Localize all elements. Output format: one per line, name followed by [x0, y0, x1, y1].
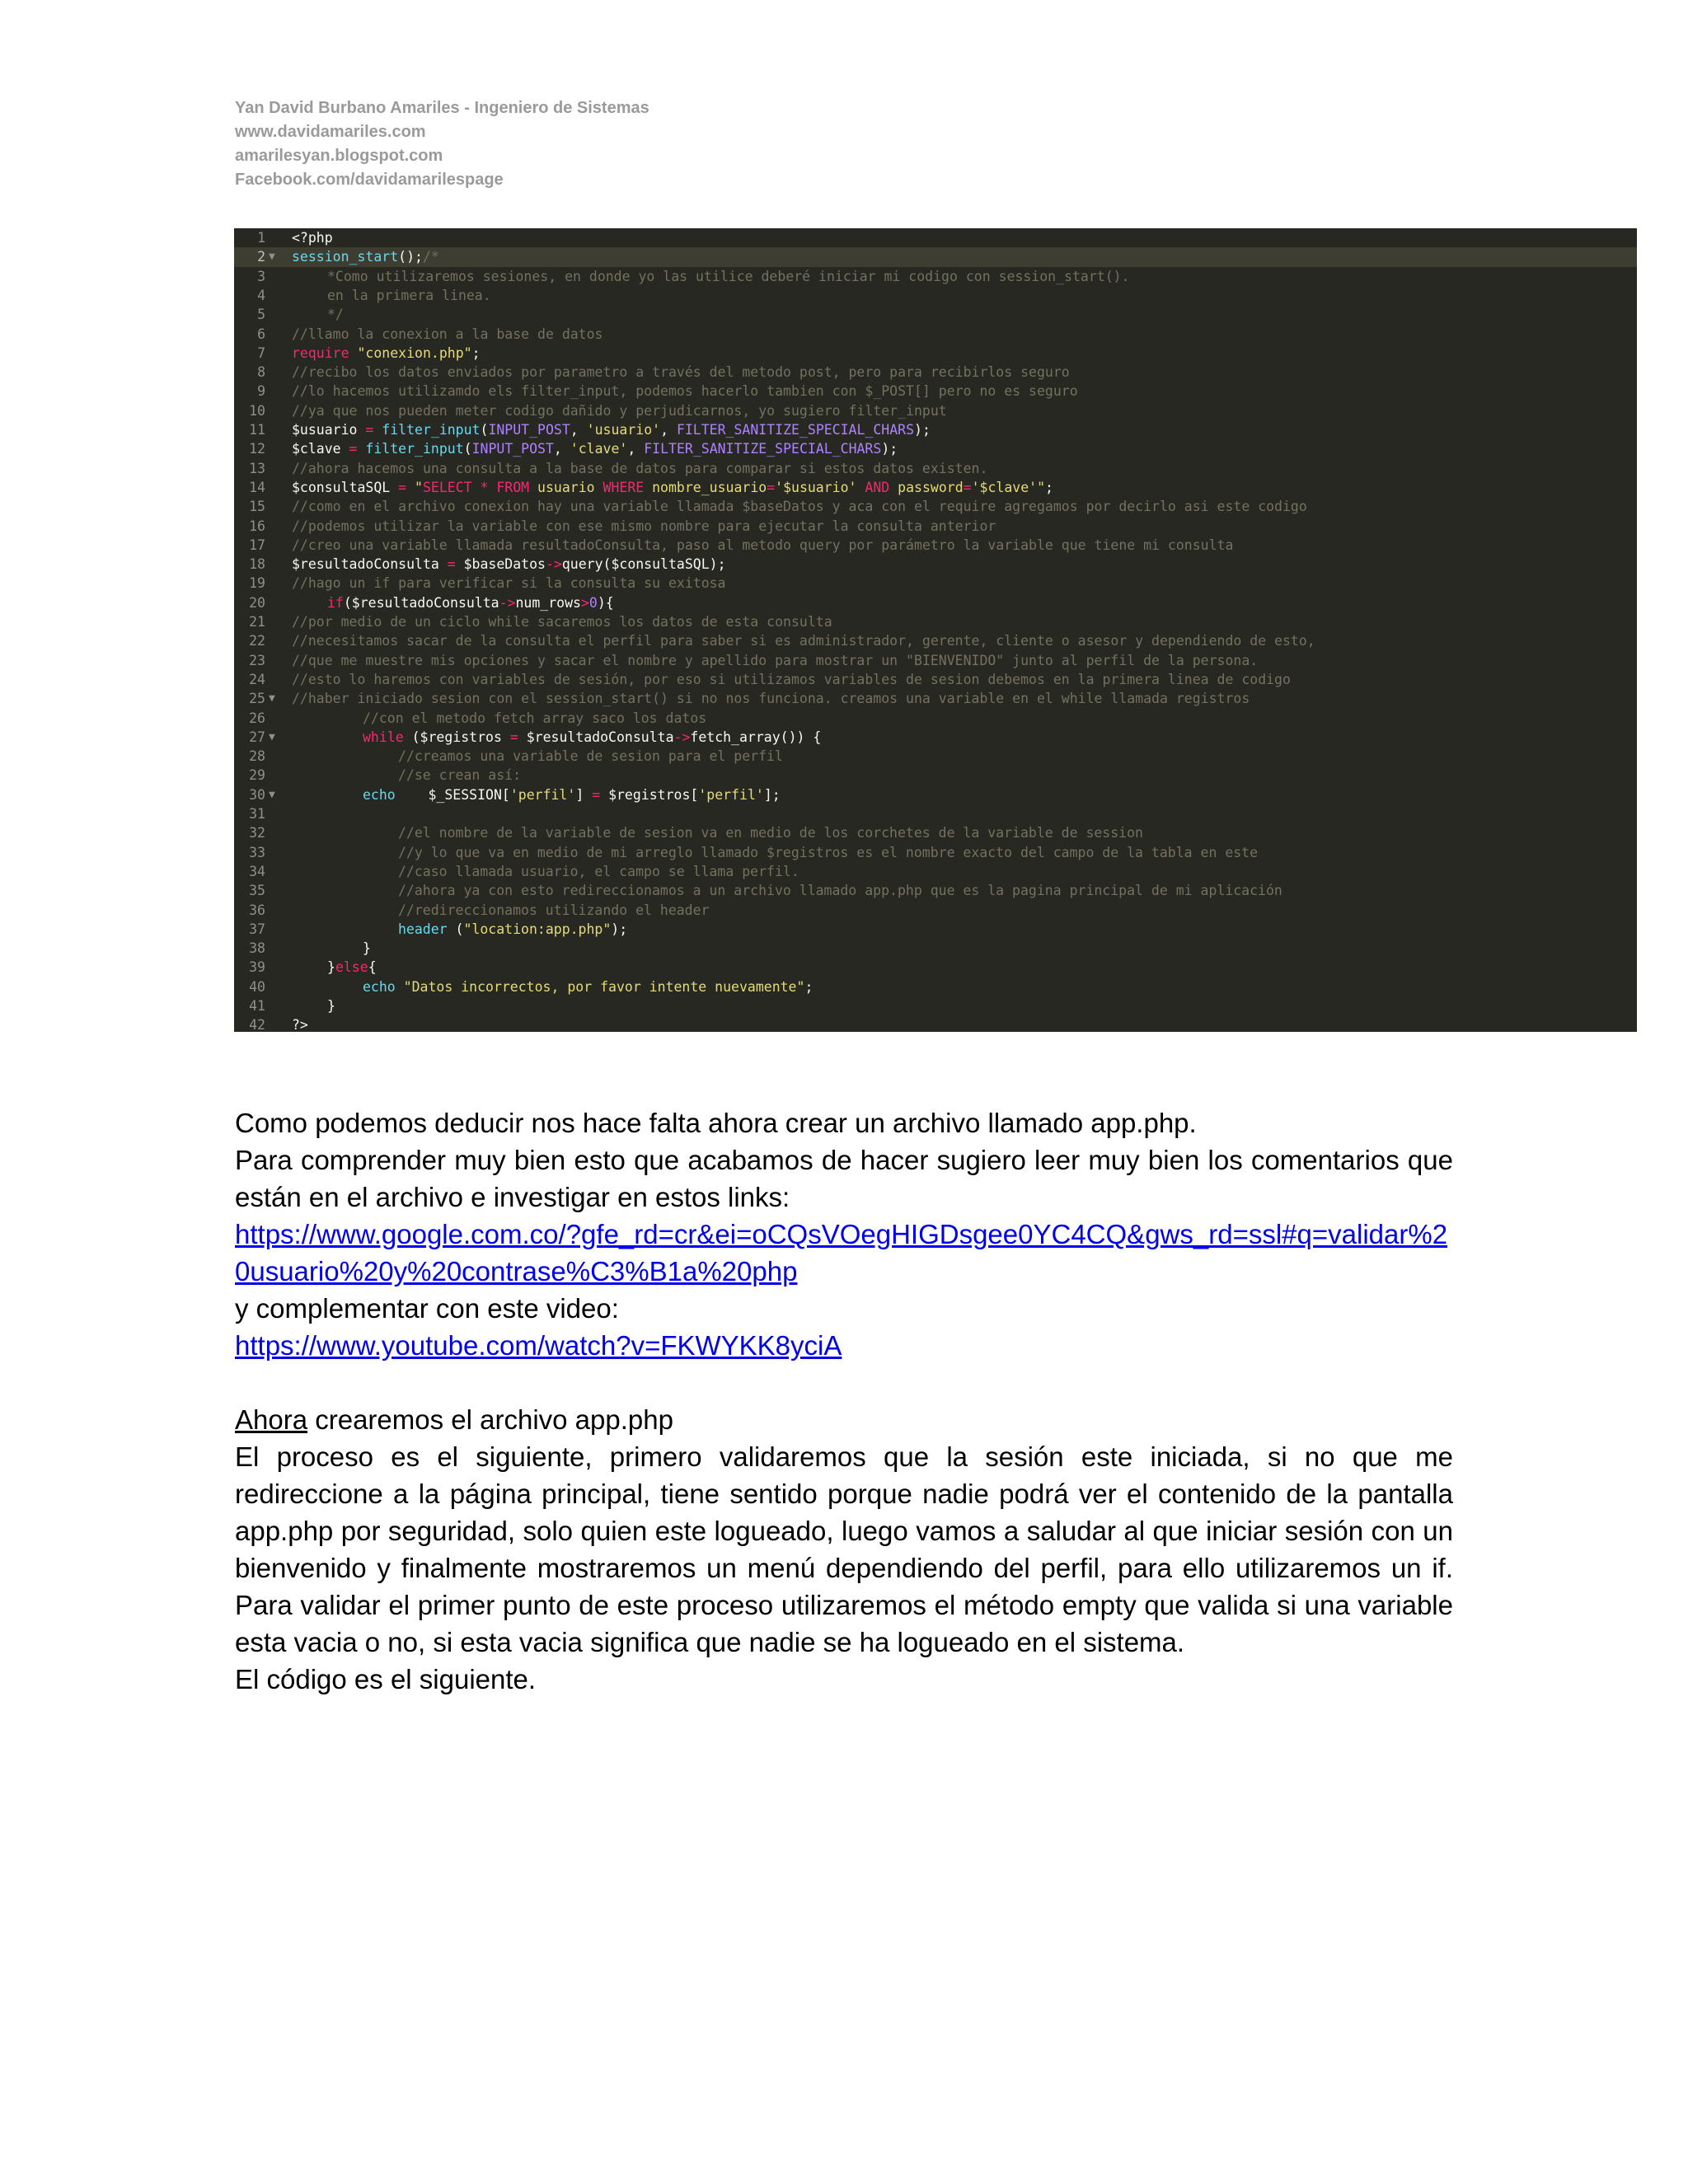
code-token: //llamo la conexion a la base de datos — [292, 326, 603, 342]
code-token: ); — [914, 422, 931, 438]
code-token: //se crean así: — [398, 767, 522, 784]
code-token: if — [327, 594, 344, 611]
code-token: //podemos utilizar la variable con ese mismo nombre para ejecutar la consulta anterior — [292, 518, 996, 534]
code-line — [234, 920, 1637, 939]
code-token: $usuario — [292, 422, 366, 438]
line-number: 10 — [249, 402, 265, 419]
code-text — [398, 823, 1143, 842]
app-heading-rest: crearemos el archivo app.php — [307, 1404, 673, 1435]
line-number: 33 — [249, 844, 265, 860]
code-text — [327, 267, 1130, 286]
line-number: 31 — [249, 806, 265, 822]
line-number: 25 — [249, 691, 265, 707]
code-text — [398, 862, 799, 881]
website-line: www.davidamariles.com — [235, 123, 426, 141]
code-token: SELECT * FROM — [422, 479, 538, 495]
code-text — [292, 420, 931, 439]
code-screenshot — [234, 228, 1637, 1032]
code-token: } — [327, 998, 335, 1014]
code-text — [292, 651, 1258, 670]
line-number: 37 — [249, 921, 265, 937]
line-number: 36 — [249, 902, 265, 918]
code-line — [234, 631, 1637, 650]
code-text — [398, 843, 1258, 862]
code-token: INPUT_POST — [471, 441, 554, 457]
code-token: FILTER_SANITIZE_SPECIAL_CHARS — [644, 441, 882, 457]
code-token: //caso llamada usuario, el campo se llama perfil. — [398, 863, 799, 879]
line-number: 8 — [257, 364, 265, 381]
code-line — [234, 747, 1637, 766]
code-text — [292, 612, 832, 631]
line-number: 34 — [249, 863, 265, 879]
code-line — [234, 881, 1637, 900]
google-search-link[interactable]: https://www.google.com.co/?gfe_rd=cr&ei=oCQsVOegHIGDsgee0YC4CQ&gws_rd=ssl#q=validar%20usuario%20y%20contrase%C3%B1a%20php — [235, 1219, 1448, 1286]
code-token: = — [398, 479, 415, 495]
code-token: 'perfil' — [698, 786, 764, 803]
code-token: usuario — [537, 479, 603, 495]
fold-arrow-icon: ▼ — [269, 251, 275, 264]
code-token: '$clave'" — [971, 479, 1045, 495]
paragraph-app-heading — [235, 1401, 1453, 1438]
line-number: 40 — [249, 978, 265, 995]
code-text — [292, 689, 1250, 708]
code-token: ; — [1045, 479, 1053, 495]
code-token: //con el metodo fetch array saco los datos — [363, 710, 707, 726]
code-token: -> — [673, 729, 691, 745]
line-number: 18 — [249, 556, 265, 573]
line-number: 15 — [249, 499, 265, 515]
code-token: $baseDatos — [463, 556, 546, 573]
code-token: en la primera linea. — [327, 287, 491, 303]
code-line — [234, 823, 1637, 842]
code-line — [234, 1015, 1637, 1032]
code-line — [234, 766, 1637, 785]
code-token: "Datos incorrectos, por favor intente nuevamente" — [403, 978, 805, 995]
code-text — [363, 728, 821, 747]
code-token: fetch_array()) { — [690, 729, 822, 745]
code-token: session_start — [292, 249, 399, 265]
paragraph-intro: Como podemos deducir nos hace falta ahora crear un archivo llamado app.php. — [235, 1108, 1197, 1138]
code-token: $_SESSION[ — [395, 786, 510, 803]
code-text — [327, 996, 335, 1015]
code-token: password — [898, 479, 964, 495]
author-name-line: Yan David Burbano Amariles - Ingeniero de Sistemas — [235, 99, 649, 117]
code-token: 'usuario' — [586, 422, 661, 438]
code-text — [292, 439, 898, 458]
code-line — [234, 977, 1637, 996]
code-text — [363, 939, 371, 958]
code-line — [234, 651, 1637, 670]
code-text — [398, 901, 710, 920]
code-token: , — [660, 422, 677, 438]
code-token: , — [553, 441, 570, 457]
blog-line: amarilesyan.blogspot.com — [235, 147, 443, 165]
code-text — [327, 286, 491, 305]
code-line — [234, 305, 1637, 324]
line-number: 14 — [249, 479, 265, 495]
line-number: 30 — [249, 786, 265, 803]
code-text — [398, 881, 1282, 900]
code-token: num_rows — [515, 594, 581, 611]
youtube-link[interactable]: https://www.youtube.com/watch?v=FKWYKK8yciA — [235, 1330, 842, 1361]
code-text — [292, 574, 726, 593]
code-text — [292, 325, 603, 344]
facebook-line: Facebook.com/davidamarilespage — [235, 171, 504, 189]
code-line — [234, 843, 1637, 862]
code-token: echo — [363, 786, 396, 803]
line-number: 16 — [249, 518, 265, 534]
code-token: ; — [804, 978, 814, 995]
line-number: 42 — [249, 1017, 265, 1032]
code-token: = — [447, 556, 464, 573]
code-token: echo — [363, 978, 404, 995]
code-token: else — [335, 959, 368, 976]
code-text — [292, 536, 1233, 555]
code-line — [234, 228, 1637, 247]
code-token: (); — [398, 249, 423, 265]
code-token: = — [349, 441, 366, 457]
code-line — [234, 689, 1637, 708]
code-token: -> — [499, 594, 516, 611]
code-text — [363, 785, 781, 804]
code-token: ] — [575, 786, 593, 803]
code-token: $clave — [292, 441, 349, 457]
paragraph-suggestion: Para comprender muy bien esto que acabamos de hacer sugiero leer muy bien los comentarios que están en el archivo e investigar en estos links: — [235, 1145, 1453, 1212]
code-token: ($resultadoConsulta — [343, 594, 499, 611]
code-line — [234, 574, 1637, 593]
paragraph-process: El proceso es el siguiente, primero validaremos que la sesión este iniciada, si no que me redireccione a la página principal, tiene sentido porque nadie podrá ver el contenido de la pantalla app.php por seguridad, solo quien este logueado, luego vamos a saludar al que iniciar sesión con un bienvenido y finalmente mostraremos un menú dependiendo del perfil, para ello utilizaremos un if. Para validar el primer punto de este proceso utilizaremos el método empty que valida si una variable esta vacia o no, si esta vacia significa que nadie se ha logueado en el sistema. — [235, 1441, 1453, 1657]
code-line — [234, 382, 1637, 401]
code-line — [234, 536, 1637, 555]
code-token: = — [365, 422, 382, 438]
code-line — [234, 670, 1637, 689]
code-token: //el nombre de la variable de sesion va en medio de los corchetes de la variable de session — [398, 825, 1143, 841]
code-token: //esto lo haremos con variables de sesión, por eso si utilizamos variables de sesion debemos en la primera linea de codigo — [292, 671, 1291, 687]
paragraph-code-follows: El código es el siguiente. — [235, 1664, 537, 1694]
code-text — [327, 958, 377, 977]
line-number: 1 — [257, 230, 265, 246]
code-line — [234, 517, 1637, 536]
line-number: 3 — [257, 268, 265, 284]
code-token: ( — [480, 422, 489, 438]
code-token: 'perfil' — [509, 786, 576, 803]
code-token: ($registros — [411, 729, 510, 745]
code-line — [234, 996, 1637, 1015]
code-token: nombre_usuario — [652, 479, 767, 495]
code-token: filter_input — [365, 441, 464, 457]
line-number: 28 — [249, 748, 265, 765]
code-token: require — [292, 344, 358, 361]
code-line — [234, 247, 1637, 266]
code-token: ; — [471, 344, 481, 361]
code-line — [234, 958, 1637, 977]
line-number: 4 — [257, 287, 265, 303]
code-token: '$usuario' — [775, 479, 865, 495]
code-token: //y lo que va en medio de mi arreglo llamado $registros es el nombre exacto del campo de la tabla en este — [398, 844, 1259, 860]
code-text — [363, 977, 813, 996]
code-token: $registros[ — [608, 786, 699, 803]
line-number: 9 — [257, 383, 265, 400]
code-token: filter_input — [382, 422, 481, 438]
code-token: $resultadoConsulta — [526, 729, 674, 745]
code-token: , — [570, 422, 587, 438]
line-number: 12 — [249, 441, 265, 457]
code-token: *Como utilizaremos sesiones, en donde yo las utilice deberé iniciar mi codigo con session_start(). — [327, 268, 1130, 284]
code-token: > — [580, 594, 589, 611]
code-token: ( — [455, 921, 464, 937]
code-token: //hago un if para verificar si la consulta su exitosa — [292, 575, 726, 592]
code-token: //que me muestre mis opciones y sacar el nombre y apellido para mostrar un "BIENVENIDO" junto al perfil de la persona. — [292, 652, 1259, 668]
code-token: //haber iniciado sesion con el session_start() si no nos funciona. creamos una variable en el while llamada registros — [292, 691, 1250, 707]
line-number: 11 — [249, 422, 265, 438]
code-line — [234, 785, 1637, 804]
line-number: 17 — [249, 537, 265, 553]
line-number: 5 — [257, 307, 265, 323]
code-line — [234, 459, 1637, 478]
code-text — [398, 920, 627, 939]
code-token: while — [363, 729, 412, 745]
code-token: $consultaSQL — [292, 479, 399, 495]
code-text — [292, 1015, 308, 1032]
code-text — [398, 766, 521, 785]
code-line — [234, 420, 1637, 439]
code-token: = — [509, 729, 527, 745]
line-number: 35 — [249, 883, 265, 899]
line-number: 27 — [249, 729, 265, 745]
code-token: 0 — [588, 594, 598, 611]
code-token: WHERE — [603, 479, 653, 495]
code-line — [234, 709, 1637, 728]
fold-arrow-icon: ▼ — [269, 692, 275, 705]
code-text — [292, 497, 1307, 516]
line-number: 21 — [249, 614, 265, 630]
code-token: = — [592, 786, 609, 803]
code-line — [234, 401, 1637, 420]
code-line — [234, 267, 1637, 286]
line-number: 23 — [249, 652, 265, 668]
line-number: 20 — [249, 594, 265, 611]
code-token: , — [627, 441, 645, 457]
code-token: //ahora ya con esto redireccionamos a un archivo llamado app.php que es la pagina principal de mi aplicación — [398, 883, 1282, 899]
code-token: AND — [865, 479, 898, 495]
code-line — [234, 497, 1637, 516]
code-token: FILTER_SANITIZE_SPECIAL_CHARS — [676, 422, 915, 438]
line-number: 2 — [257, 249, 265, 265]
code-token: = — [767, 479, 776, 495]
code-line — [234, 325, 1637, 344]
code-text — [292, 555, 726, 574]
line-number: 29 — [249, 767, 265, 784]
code-token: //por medio de un ciclo while sacaremos los datos de esta consulta — [292, 614, 832, 630]
code-token: //lo hacemos utilizamdo els filter_input, podemos hacerlo tambien con $_POST[] pero no es seguro — [292, 383, 1078, 400]
code-line — [234, 612, 1637, 631]
line-number: 24 — [249, 671, 265, 687]
code-token: query($consultaSQL); — [561, 556, 726, 573]
code-token: //ahora hacemos una consulta a la base de datos para comparar si estos datos existen. — [292, 460, 988, 476]
code-text — [292, 459, 987, 478]
code-token: */ — [327, 307, 344, 323]
code-token: //creamos una variable de sesion para el perfil — [398, 748, 783, 765]
code-token: $resultadoConsulta — [292, 556, 448, 573]
author-header — [235, 96, 649, 192]
code-text — [327, 593, 614, 612]
line-number: 19 — [249, 575, 265, 592]
code-text — [292, 344, 481, 363]
code-token: ( — [463, 441, 472, 457]
code-line — [234, 439, 1637, 458]
code-token: //redireccionamos utilizando el header — [398, 902, 710, 918]
code-token: ); — [611, 921, 628, 937]
code-line — [234, 286, 1637, 305]
fold-arrow-icon: ▼ — [269, 730, 275, 743]
code-token: ?> — [292, 1017, 308, 1032]
line-number: 39 — [249, 959, 265, 976]
line-number: 22 — [249, 633, 265, 649]
code-text — [327, 305, 344, 324]
line-number: 6 — [257, 326, 265, 342]
code-line — [234, 593, 1637, 612]
code-line — [234, 901, 1637, 920]
code-token: header — [398, 921, 456, 937]
code-token: { — [368, 959, 377, 976]
line-number: 7 — [257, 344, 265, 361]
code-text — [292, 247, 439, 266]
fold-arrow-icon: ▼ — [269, 788, 275, 801]
line-number: 32 — [249, 825, 265, 841]
spacer — [235, 1364, 1453, 1401]
code-text — [292, 382, 1078, 401]
code-token: ]; — [763, 786, 781, 803]
line-number: 38 — [249, 940, 265, 957]
code-text — [292, 478, 1053, 497]
code-text — [398, 747, 783, 766]
code-text — [292, 228, 333, 247]
code-text — [292, 363, 1070, 382]
code-token: "conexion.php" — [357, 344, 472, 361]
code-token: //necesitamos sacar de la consulta el perfil para saber si es administrador, gerente, cliente o asesor y dependiendo de esto, — [292, 633, 1315, 649]
code-line — [234, 478, 1637, 497]
code-token: /* — [422, 249, 439, 265]
code-line — [234, 862, 1637, 881]
code-token: } — [327, 959, 335, 976]
code-token: //recibo los datos enviados por parametro a través del metodo post, pero para recibirlos seguro — [292, 364, 1070, 381]
code-line — [234, 344, 1637, 363]
code-text — [292, 517, 996, 536]
code-text — [363, 709, 706, 728]
code-token: INPUT_POST — [488, 422, 570, 438]
code-line — [234, 555, 1637, 574]
code-token: <?php — [292, 230, 333, 246]
code-line — [234, 728, 1637, 747]
code-token: //ya que nos pueden meter codigo dañido y perjudicarnos, yo sugiero filter_input — [292, 402, 947, 419]
code-token: = — [963, 479, 972, 495]
line-number: 41 — [249, 998, 265, 1014]
code-token: //como en el archivo conexion hay una variable llamada $baseDatos y aca con el require agregamos por decirlo asi este codigo — [292, 499, 1307, 515]
code-token: "location:app.php" — [463, 921, 612, 937]
code-token: ); — [881, 441, 898, 457]
document-body — [235, 1104, 1453, 1698]
underlined-word: Ahora — [235, 1404, 308, 1435]
code-text — [292, 670, 1291, 689]
code-line — [234, 804, 1637, 823]
code-token: } — [363, 940, 371, 957]
code-token: //creo una variable llamada resultadoConsulta, paso al metodo query por parámetro la variable que tiene mi consulta — [292, 537, 1234, 553]
line-number: 13 — [249, 460, 265, 476]
code-text — [292, 631, 1315, 650]
code-line — [234, 363, 1637, 382]
code-text — [292, 401, 947, 420]
paragraph-video: y complementar con este video: — [235, 1293, 619, 1324]
code-token: ){ — [597, 594, 614, 611]
code-token: " — [415, 479, 423, 495]
line-number: 26 — [249, 710, 265, 726]
code-token: -> — [545, 556, 562, 573]
code-token: 'clave' — [570, 441, 628, 457]
code-line — [234, 939, 1637, 958]
